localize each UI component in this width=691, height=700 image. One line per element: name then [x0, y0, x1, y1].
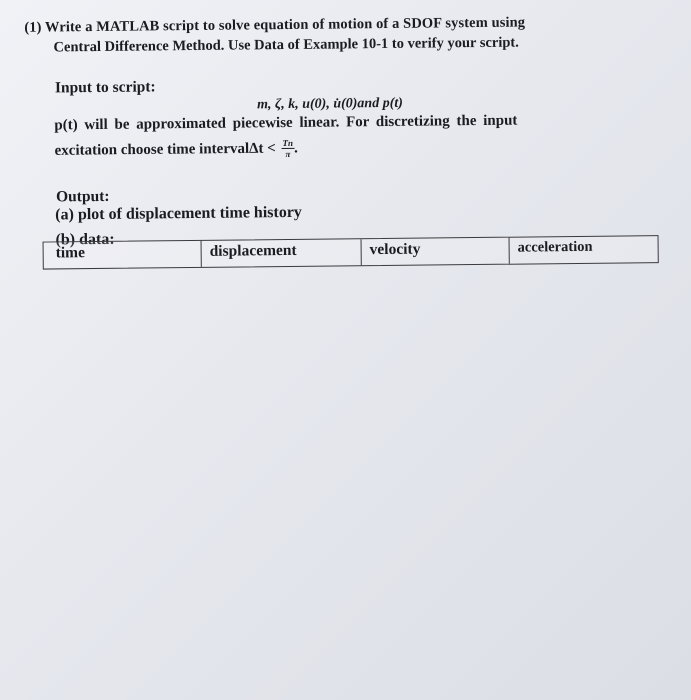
header-acceleration: acceleration: [517, 238, 593, 256]
question-line-1: (1) Write a MATLAB script to solve equation of motion of a SDOF system using: [24, 14, 526, 36]
fraction-numerator: Tn: [282, 137, 294, 149]
header-velocity: velocity: [362, 238, 510, 266]
question-line-2: Central Difference Method. Use Data of Example 10-1 to verify your script.: [53, 34, 519, 56]
sentence-period: .: [293, 140, 298, 157]
input-heading: Input to script:: [54, 78, 156, 97]
output-item-b: (b) data:: [55, 230, 115, 249]
header-time: time: [44, 241, 202, 269]
excitation-text-line: [54, 139, 297, 162]
excitation-text: excitation choose time intervalΔt <: [54, 140, 276, 159]
header-displacement: displacement: [202, 239, 362, 267]
time-step-fraction: [281, 139, 294, 159]
output-item-a: (a) plot of displacement time history: [55, 203, 302, 224]
output-heading: Output:: [55, 187, 110, 206]
fraction-denominator: π: [285, 148, 291, 160]
input-variables: m, ζ, k, u(0), u̇(0)and p(t): [257, 95, 403, 113]
data-table-header: [43, 235, 659, 269]
piecewise-linear-text: p(t) will be approximated piecewise linear. For discretizing the input: [54, 112, 518, 134]
